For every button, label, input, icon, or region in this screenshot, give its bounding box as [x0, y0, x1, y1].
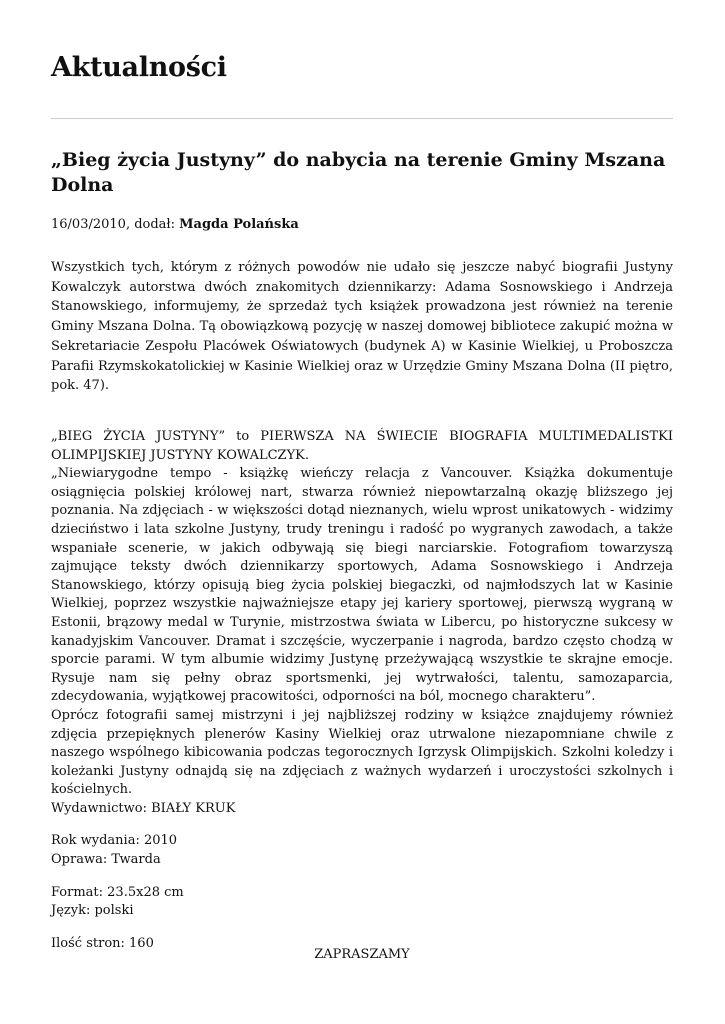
article-date: 16/03/2010: [51, 217, 126, 232]
article-meta: [51, 216, 299, 233]
book-heading: „BIEG ŻYCIA JUSTYNY” to PIERWSZA NA ŚWIECIE BIOGRAFIA MULTIMEDALISTKI OLIMPIJSKIEJ JUSTYNY KOWALCZYK.: [51, 429, 673, 463]
cover-line: Oprawa: Twarda: [51, 852, 161, 868]
article-intro: Wszystkich tych, którym z różnych powodów nie udało się jeszcze nabyć biografii Justyny Kowalczyk autorstwa dwóch znakomitych dziennikarzy: Adama Sosnowskiego i Andrzeja Stanowskiego, informujemy, że sprzedaż tych książek prowadzona jest również na terenie Gminy Mszana Dolna. Tą obowiązkową pozycję w naszej domowej bibliotece zakupić można w Sekretariacie Zespołu Placówek Oświatowych (budynek A) w Kasinie Wielkiej, u Proboszcza Parafii Rzymskokatolickiej w Kasinie Wielkiej oraz w Urzędzie Gminy Mszana Dolna (II piętro, pok. 47).: [51, 260, 673, 394]
article-body: [51, 428, 673, 953]
book-quote: „Niewiarygodne tempo - książkę wieńczy relacja z Vancouver. Książka dokumentuje osiągnięcia polskiej królowej nart, stwarza również niepowtarzalną okazję bliższego jej poznania. Na zdjęciach - w większości dotąd nieznanych, wielu wprost unikatowych - widzimy dzieciństwo i lata szkolne Justyny, trudy treningu i radość po wygranych zawodach, a także wspaniałe scenerie, w jakich odbywają się biegi narciarskie. Fotografiom towarzyszą zajmujące teksty dwóch dziennikarzy sportowych, Adama Sosnowskiego i Andrzeja Stanowskiego, którzy opisują bieg życia polskiej biegaczki, od najmłodszych lat w Kasinie Wielkiej, poprzez wszystkie najważniejsze etapy jej kariery sportowej, pierwszą wygraną w Estonii, brązowy medal w Turynie, mistrzostwa świata w Libercu, po historyczne sukcesy w kanadyjskim Vancouver. Dramat i szczęście, wyczerpanie i nagroda, bardzo często chodzą w sporcie parami. W tym albumie widzimy Justynę przeżywającą wszystkie te skrajne emocje. Rysuje nam się pełny obraz sportsmenki, jej wytrwałości, talentu, samozaparcia, zdecydowania, wyjątkowej pracowitości, odporności na ból, mocnego charakteru”.: [51, 466, 673, 705]
closing-text: ZAPRASZAMY: [314, 947, 410, 962]
year-line: Rok wydania: 2010: [51, 833, 178, 849]
divider: [51, 118, 673, 119]
language-line: Język: polski: [51, 903, 134, 919]
format-line: Format: 23.5x28 cm: [51, 884, 184, 900]
publisher-line: Wydawnictwo: BIAŁY KRUK: [51, 800, 236, 816]
article-title[interactable]: „Bieg życia Justyny” do nabycia na terenie Gminy Mszana Dolna: [51, 149, 666, 196]
page-title: Aktualności: [51, 52, 227, 83]
pages-line: Ilość stron: 160: [51, 935, 154, 951]
added-by-label: , dodał:: [125, 217, 180, 232]
photos-paragraph: Oprócz fotografii samej mistrzyni i jej najbliższej rodziny w książce znajdujemy również zdjęcia przepięknych plenerów Kasiny Wielkiej oraz utrwalone niezapomniane chwile z naszego wspólnego kibicowania podczas tegorocznych Igrzysk Olimpijskich. Szkolni koledzy i koleżanki Justyny odnajdą się na zdjęciach z ważnych wydarzeń i uroczystości szkolnych i kościelnych.: [51, 707, 673, 798]
article-author: Magda Polańska: [179, 217, 299, 232]
